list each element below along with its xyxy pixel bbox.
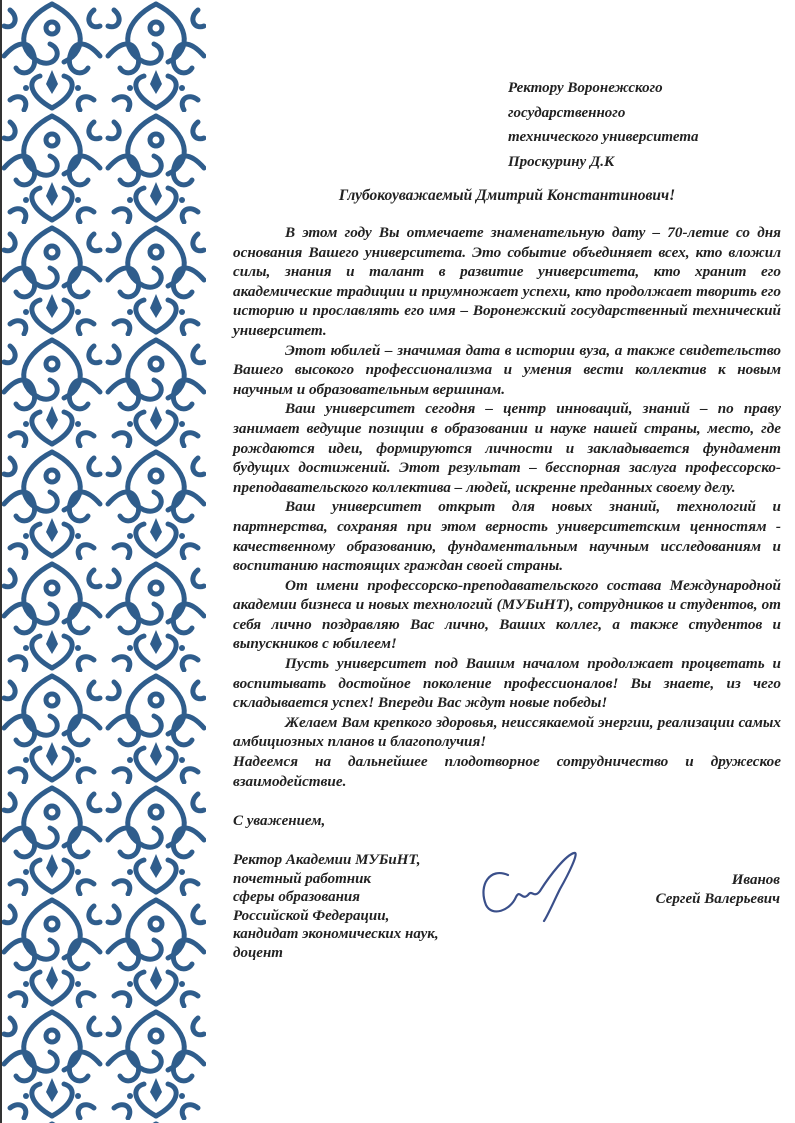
signatory-title: [233, 851, 439, 963]
recipient-line: технического университета: [508, 129, 699, 145]
ornamental-border: [0, 0, 208, 1123]
paragraph: Ваш университет открыт для новых знаний, технологий и партнерства, сохраняя при этом верность университетским ценностям - качественному образованию, фундаментальным научным исследованиям и воспитанию настоящих граждан своей страны.: [233, 498, 781, 575]
paragraph: В этом году Вы отмечаете знаменательную дату – 70-летие со дня основания Вашего университета. Это событие объединяет всех, кто вложил силы, знания и талант в развитие университета, кто хранит его академические традиции и приумножает успехи, кто продолжает творить его историю и прославлять его имя – Воронежский государственный технический университет.: [233, 224, 781, 339]
title-line: доцент: [233, 944, 283, 961]
paragraph: Этот юбилей – значимая дата в истории вуза, а также свидетельство Вашего высокого профессионализма и умения вести коллектив к новым научным и образовательным вершинам.: [233, 341, 781, 398]
paragraph: Пусть университет под Вашим началом продолжает процветать и воспитывать достойное поколение профессионалов! Вы знаете, из чего складывается успех! Впереди Вас ждут новые победы!: [233, 655, 781, 712]
paragraph: От имени профессорско-преподавательского состава Международной академии бизнеса и новых технологий (МУБиНТ), сотрудников и студентов, от себя лично поздравляю Вас лично, Ваших коллег, а также студентов и выпускников с юбилеем!: [233, 576, 781, 653]
salutation: Глубокоуважаемый Дмитрий Константинович!: [338, 187, 676, 204]
closing: С уважением,: [233, 813, 326, 829]
title-line: кандидат экономических наук,: [233, 926, 439, 943]
title-line: сферы образования: [233, 889, 360, 906]
recipient-line: Ректору Воронежского: [508, 80, 663, 96]
paragraph: Ваш университет сегодня – центр инноваций, знаний – по праву занимает ведущие позиции в образовании и науке нашей страны, место, где рождаются идеи, формируются личности и закладывается фундамент будущих достижений. Этот результат – бесспорная заслуга профессорско-преподавательского коллектива – людей, искренне преданных своему делу.: [233, 400, 781, 496]
title-line: Российской Федерации,: [233, 907, 390, 924]
recipient-line: государственного: [508, 104, 626, 121]
given-names: Сергей Валерьевич: [655, 891, 780, 907]
letter-body: [233, 223, 781, 791]
recipient-line: Проскурину Д.К: [508, 153, 615, 170]
surname: Иванов: [731, 872, 780, 888]
paragraph: Надеемся на дальнейшее плодотворное сотрудничество и дружеское взаимодействие.: [233, 753, 781, 790]
recipient-address: [508, 76, 699, 174]
signatory-name: [640, 871, 780, 909]
paragraph: Желаем Вам крепкого здоровья, неиссякаемой энергии, реализации самых амбициозных планов и благополучия!: [233, 713, 781, 751]
title-line: Ректор Академии МУБиНТ,: [233, 852, 421, 868]
handwritten-signature: [470, 845, 590, 925]
title-line: почетный работник: [233, 870, 372, 887]
